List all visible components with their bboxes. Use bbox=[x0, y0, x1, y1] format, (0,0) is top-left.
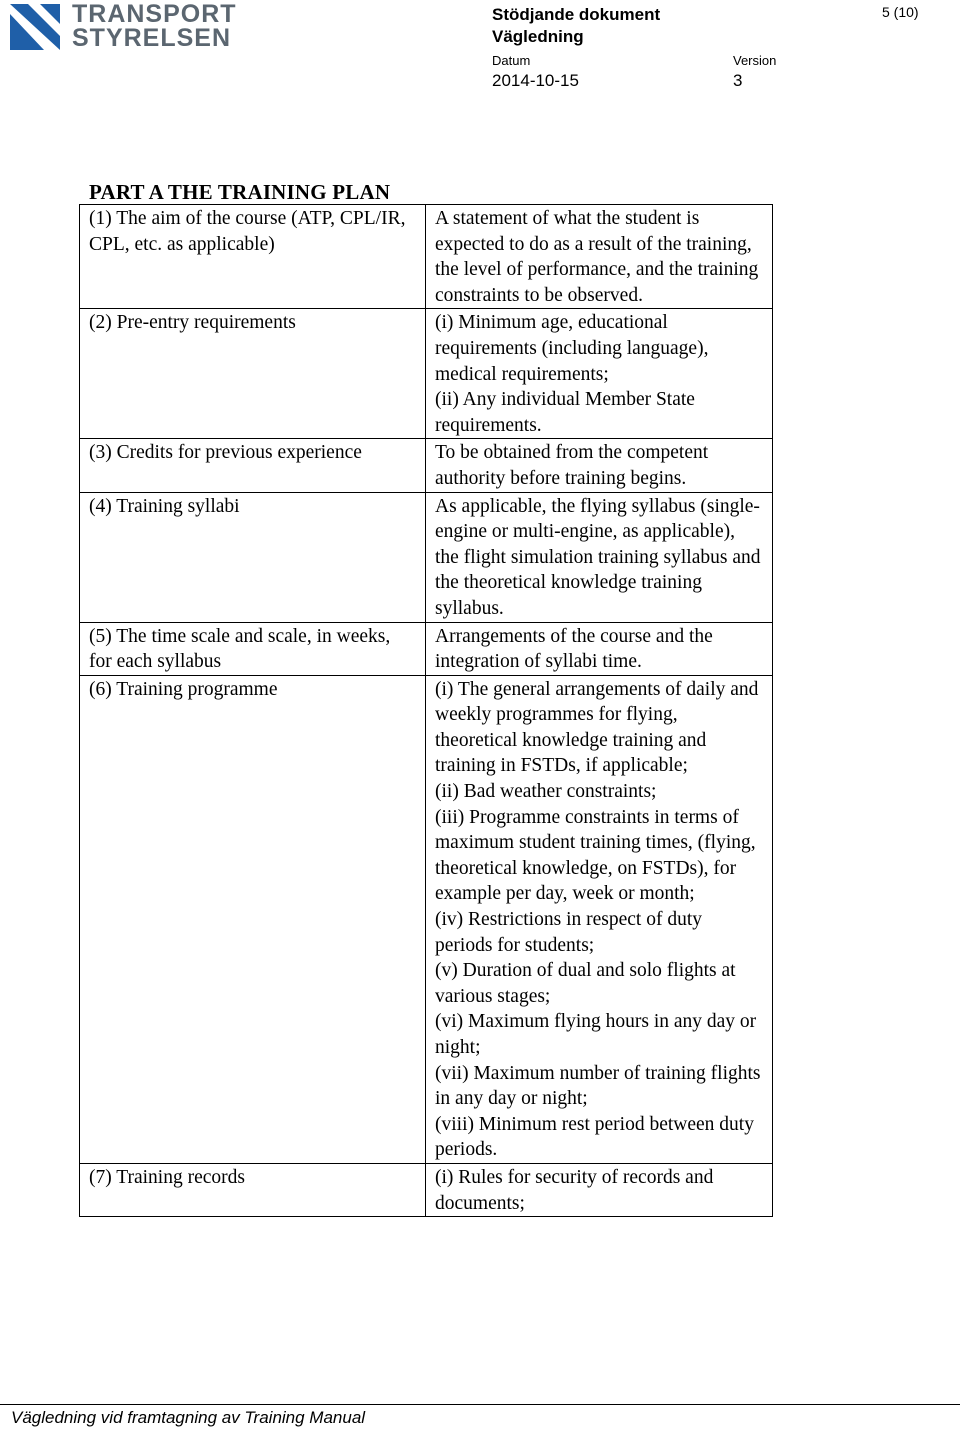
row-item: (2) Pre-entry requirements bbox=[80, 309, 426, 439]
table-row bbox=[80, 675, 773, 1163]
row-description: (i) Rules for security of records and documents; bbox=[426, 1163, 773, 1216]
logo-line-1: TRANSPORT bbox=[72, 0, 237, 28]
row-item: (4) Training syllabi bbox=[80, 492, 426, 622]
row-description: (i) Minimum age, educational requirements (including language), medical requirements; (ii) Any individual Member State requirements. bbox=[426, 309, 773, 439]
logo-mark-icon bbox=[10, 4, 60, 50]
row-item: (1) The aim of the course (ATP, CPL/IR, CPL, etc. as applicable) bbox=[80, 205, 426, 309]
row-description: Arrangements of the course and the integration of syllabi time. bbox=[426, 622, 773, 675]
version-label: Version bbox=[733, 53, 777, 68]
table-row bbox=[80, 622, 773, 675]
table-row bbox=[80, 492, 773, 622]
date-value: 2014-10-15 bbox=[492, 71, 579, 90]
row-item: (6) Training programme bbox=[80, 675, 426, 1163]
version-value: 3 bbox=[733, 71, 743, 90]
footer-divider bbox=[0, 1404, 960, 1405]
row-item: (7) Training records bbox=[80, 1163, 426, 1216]
section-title: PART A THE TRAINING PLAN bbox=[89, 180, 391, 204]
document-type-header bbox=[492, 4, 660, 48]
table-row bbox=[80, 439, 773, 492]
training-plan-table bbox=[79, 204, 773, 1217]
row-description: As applicable, the flying syllabus (single-engine or multi-engine, as applicable), the flight simulation training syllabus and the theoretical knowledge training syllabus. bbox=[426, 492, 773, 622]
row-description: (i) The general arrangements of daily and weekly programmes for flying, theoretical knowledge training and training in FSTDs, if applicable; (ii) Bad weather constraints; (iii) Programme constraints in terms of maximum student training times, (flying, theoretical knowledge, on FSTDs), for example per day, week or month; (iv) Restrictions in respect of duty periods for students; (v) Duration of dual and solo flights at various stages; (vi) Maximum flying hours in any day or night; (vii) Maximum number of training flights in any day or night; (viii) Minimum rest period between duty periods. bbox=[426, 675, 773, 1163]
doc-subtype: Vägledning bbox=[492, 27, 584, 46]
row-description: To be obtained from the competent authority before training begins. bbox=[426, 439, 773, 492]
row-item: (3) Credits for previous experience bbox=[80, 439, 426, 492]
table-row bbox=[80, 309, 773, 439]
table-row bbox=[80, 1163, 773, 1216]
table-row bbox=[80, 205, 773, 309]
row-item: (5) The time scale and scale, in weeks, for each syllabus bbox=[80, 622, 426, 675]
row-description: A statement of what the student is expected to do as a result of the training, the level of performance, and the training constraints to be observed. bbox=[426, 205, 773, 309]
logo-line-2: STYRELSEN bbox=[72, 24, 232, 52]
doc-type: Stödjande dokument bbox=[492, 5, 661, 24]
footer-text: Vägledning vid framtagning av Training Manual bbox=[11, 1408, 366, 1427]
page-number: 5 (10) bbox=[882, 4, 919, 20]
transportstyrelsen-logo bbox=[10, 0, 237, 52]
date-label: Datum bbox=[492, 53, 531, 68]
